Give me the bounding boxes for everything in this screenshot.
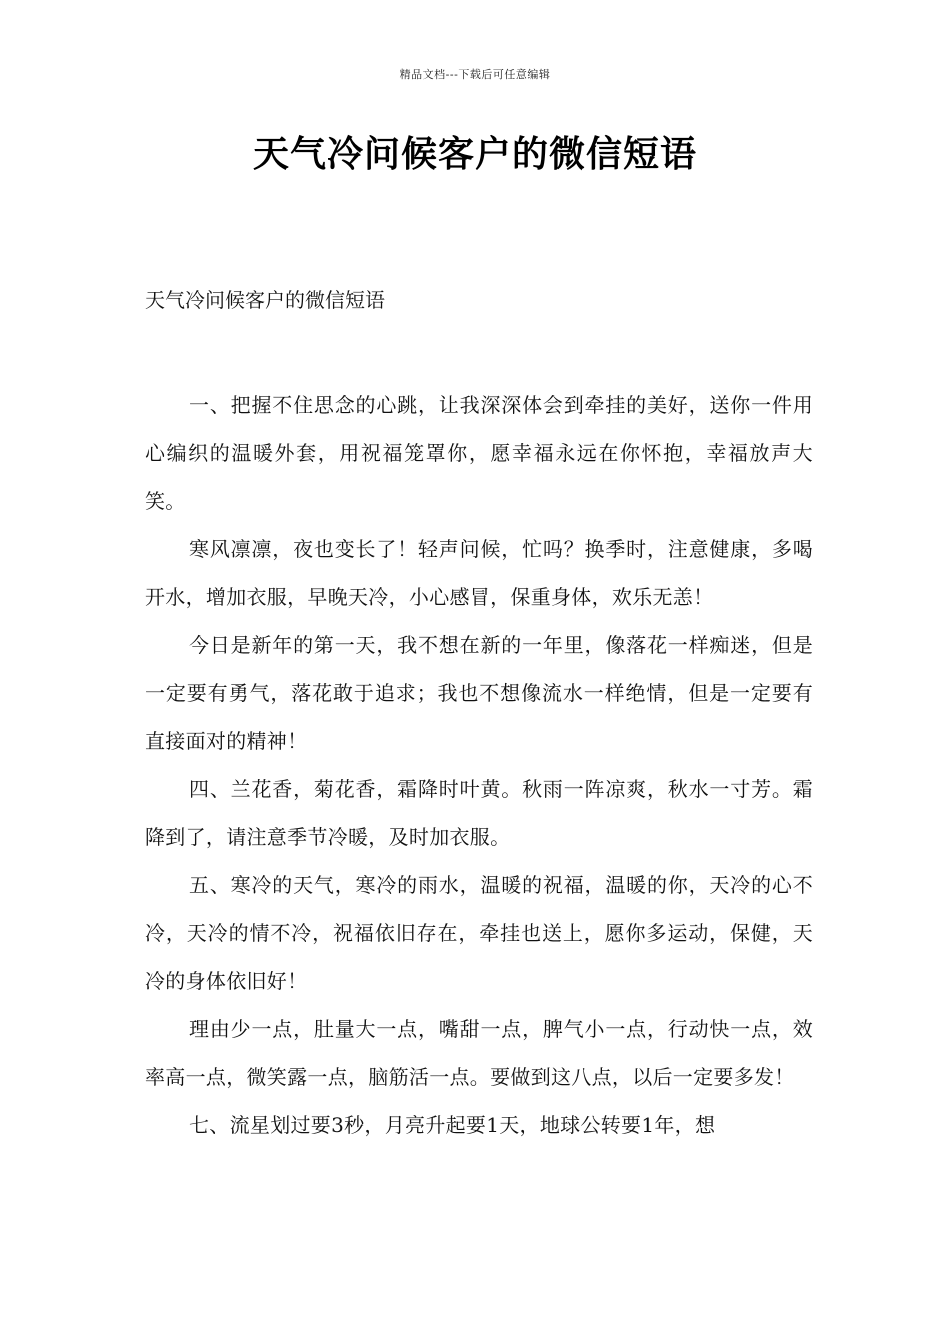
paragraph: 五、寒冷的天气，寒冷的雨水，温暖的祝福，温暖的你，天冷的心不冷，天冷的情不冷，祝福依旧存在，牵挂也送上，愿你多运动，保健，天冷的身体依旧好！ — [145, 873, 813, 993]
paragraph: 理由少一点，肚量大一点，嘴甜一点，脾气小一点，行动快一点，效率高一点，微笑露一点，脑筋活一点。要做到这八点，以后一定要多发！ — [145, 1017, 813, 1089]
header-note: 精品文档---下载后可任意编辑 — [399, 68, 551, 81]
paragraph: 七、流星划过要3秒，月亮升起要1天，地球公转要1年，想 — [189, 1113, 716, 1137]
paragraph: 寒风凛凛，夜也变长了！轻声问候，忙吗？换季时，注意健康，多喝开水，增加衣服，早晚天冷，小心感冒，保重身体，欢乐无恙！ — [145, 537, 813, 609]
document-subtitle: 天气冷问候客户的微信短语 — [145, 288, 385, 312]
paragraph: 今日是新年的第一天，我不想在新的一年里，像落花一样痴迷，但是一定要有勇气，落花敢于追求；我也不想像流水一样绝情，但是一定要有直接面对的精神！ — [145, 633, 813, 753]
paragraph: 一、把握不住思念的心跳，让我深深体会到牵挂的美好，送你一件用心编织的温暖外套，用祝福笼罩你，愿幸福永远在你怀抱，幸福放声大笑。 — [145, 393, 813, 513]
document-title: 天气冷问候客户的微信短语 — [252, 133, 697, 175]
document-body — [145, 381, 813, 1149]
paragraph: 四、兰花香，菊花香，霜降时叶黄。秋雨一阵凉爽，秋水一寸芳。霜降到了，请注意季节冷暖，及时加衣服。 — [145, 777, 813, 849]
